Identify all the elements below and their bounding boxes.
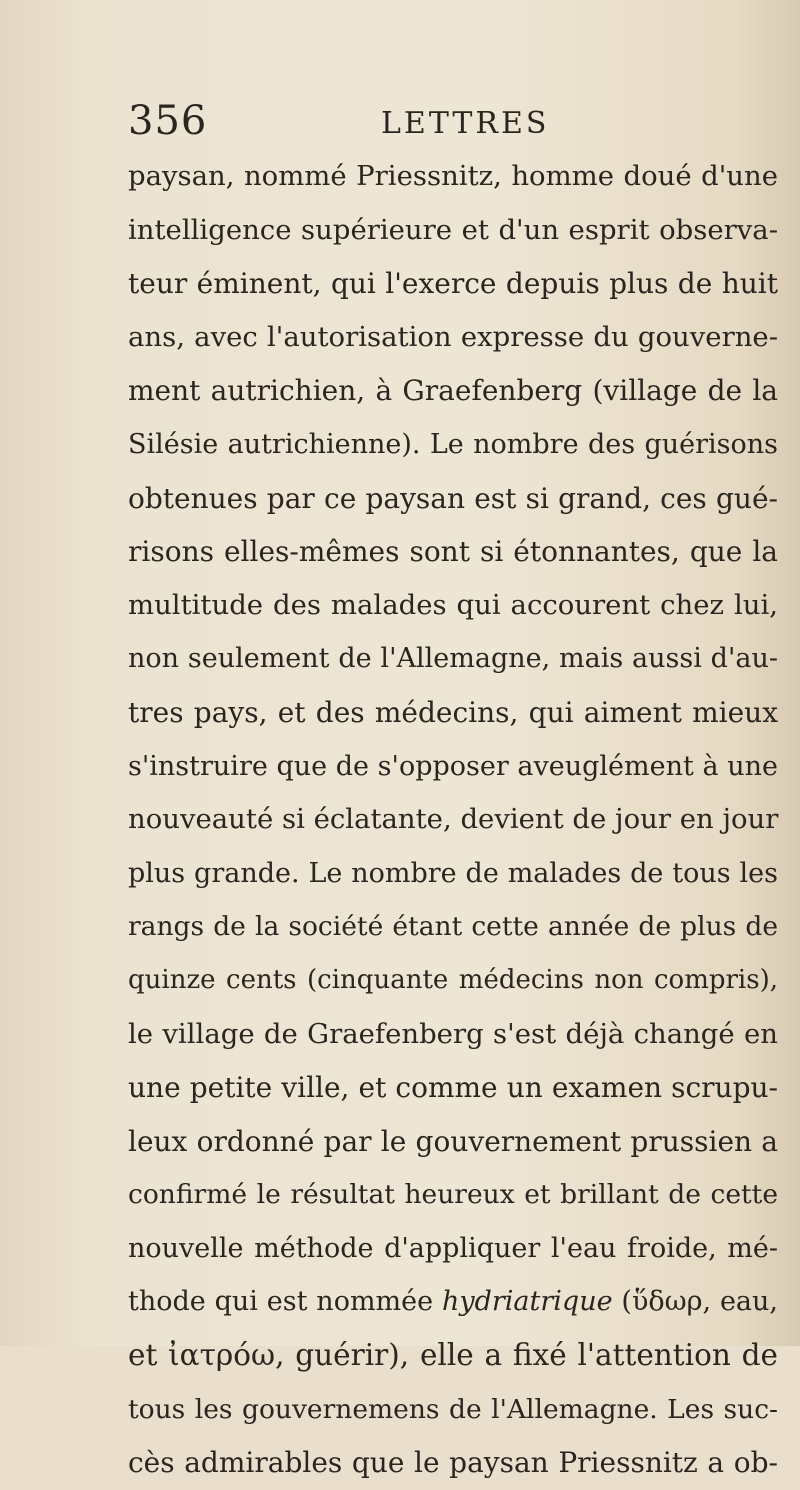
text-line: obtenues par ce paysan est si grand, ces gué- bbox=[128, 481, 778, 515]
text-line-with-italic bbox=[128, 1275, 778, 1329]
text-line: plus grande. Le nombre de malades de tous les bbox=[128, 857, 778, 889]
text-line: ans, avec l'autorisation expresse du gouverne- bbox=[128, 320, 778, 353]
running-title: LETTRES bbox=[381, 106, 550, 141]
text-line: ment autrichien, à Graefenberg (village de la bbox=[128, 374, 778, 408]
italic-term: hydriatrique bbox=[441, 1286, 613, 1318]
page-number: 356 bbox=[128, 98, 208, 144]
text-line: leux ordonné par le gouvernement prussien a bbox=[128, 1124, 778, 1158]
text-line: une petite ville, et comme un examen scrupu- bbox=[128, 1071, 778, 1105]
text-line: intelligence supérieure et d'un esprit observa- bbox=[128, 213, 778, 246]
text-line: teur éminent, qui l'exerce depuis plus de huit bbox=[128, 267, 778, 301]
text-line: et ἰατρόω, guérir), elle a fixé l'attention de bbox=[128, 1338, 778, 1373]
text-line: Silésie autrichienne). Le nombre des guérisons bbox=[128, 428, 778, 460]
text-line: multitude des malades qui accourent chez lui, bbox=[128, 588, 778, 621]
text-line: rangs de la société étant cette année de plus de bbox=[128, 911, 778, 943]
text-segment: (ὕδωρ, eau, bbox=[612, 1286, 779, 1318]
text-line: paysan, nommé Priessnitz, homme doué d'une bbox=[128, 160, 778, 192]
text-line: quinze cents (cinquante médecins non compris), bbox=[128, 964, 778, 995]
text-line: tous les gouvernemens de l'Allemagne. Les suc- bbox=[128, 1393, 778, 1425]
page-header bbox=[128, 98, 768, 146]
text-line: non seulement de l'Allemagne, mais aussi d'au- bbox=[128, 643, 778, 675]
text-segment: thode qui est nommée bbox=[128, 1286, 442, 1318]
text-line: risons elles-mêmes sont si étonnantes, que la bbox=[128, 535, 778, 569]
body-text bbox=[128, 150, 778, 1490]
text-line: confirmé le résultat heureux et brillant de cette bbox=[128, 1179, 778, 1211]
text-line: le village de Graefenberg s'est déjà changé en bbox=[128, 1017, 778, 1050]
text-line: nouvelle méthode d'appliquer l'eau froide, mé- bbox=[128, 1232, 778, 1264]
text-line: s'instruire que de s'opposer aveuglément à une bbox=[128, 750, 778, 782]
text-line: tres pays, et des médecins, qui aiment mieux bbox=[128, 695, 778, 729]
text-line: cès admirables que le paysan Priessnitz a ob- bbox=[128, 1446, 778, 1480]
text-line: nouveauté si éclatante, devient de jour en jour bbox=[128, 803, 779, 836]
